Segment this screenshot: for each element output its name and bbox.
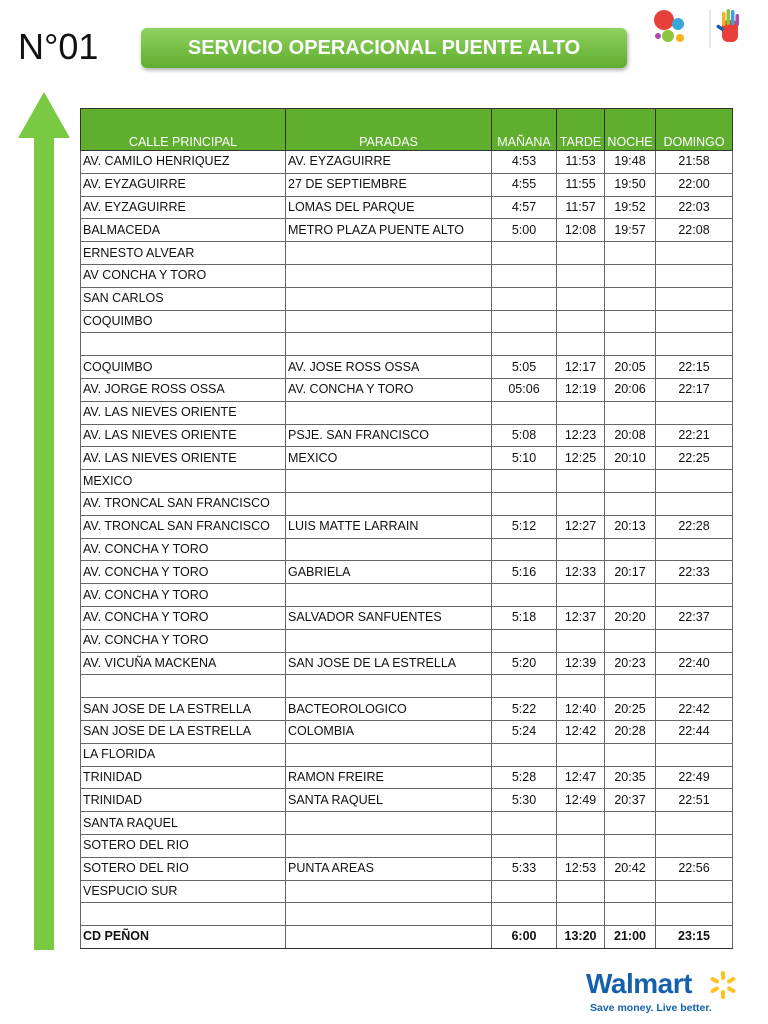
walmart-tagline: Save money. Live better.	[590, 1002, 712, 1014]
time-cell: 5:28	[492, 766, 557, 789]
time-cell: 20:17	[605, 561, 656, 584]
street-cell: AV. JORGE ROSS OSSA	[81, 378, 286, 401]
stop-cell	[286, 834, 492, 857]
table-row	[81, 720, 733, 743]
street-cell: MEXICO	[81, 470, 286, 493]
time-cell: 5:00	[492, 219, 557, 242]
time-cell: 5:22	[492, 698, 557, 721]
time-cell: 5:10	[492, 447, 557, 470]
time-cell: 12:08	[557, 219, 605, 242]
time-cell: 12:53	[557, 857, 605, 880]
street-cell	[81, 333, 286, 356]
table-row	[81, 652, 733, 675]
stop-cell: RAMON FREIRE	[286, 766, 492, 789]
time-cell: 5:18	[492, 606, 557, 629]
time-cell: 5:05	[492, 356, 557, 379]
column-header: MAÑANA	[492, 109, 557, 151]
table-row	[81, 196, 733, 219]
hand-logo-icon	[716, 9, 739, 42]
time-cell: 12:27	[557, 515, 605, 538]
time-cell	[656, 834, 733, 857]
street-cell: AV. LAS NIEVES ORIENTE	[81, 424, 286, 447]
time-cell	[557, 310, 605, 333]
time-cell	[605, 401, 656, 424]
time-cell	[605, 812, 656, 835]
column-header: DOMINGO	[656, 109, 733, 151]
time-cell	[605, 584, 656, 607]
stop-cell: METRO PLAZA PUENTE ALTO	[286, 219, 492, 242]
partner-logos	[650, 6, 750, 52]
street-cell: AV. VICUÑA MACKENA	[81, 652, 286, 675]
stop-cell	[286, 743, 492, 766]
table-row	[81, 903, 733, 926]
stop-cell	[286, 880, 492, 903]
time-cell	[557, 903, 605, 926]
street-cell: COQUIMBO	[81, 356, 286, 379]
stop-cell	[286, 538, 492, 561]
street-cell: LA FLORIDA	[81, 743, 286, 766]
table-header-row	[81, 109, 733, 151]
time-cell: 12:47	[557, 766, 605, 789]
street-cell: AV. CONCHA Y TORO	[81, 629, 286, 652]
table-row	[81, 606, 733, 629]
time-cell: 12:33	[557, 561, 605, 584]
time-cell: 20:42	[605, 857, 656, 880]
time-cell	[492, 492, 557, 515]
time-cell	[605, 880, 656, 903]
street-cell: AV. EYZAGUIRRE	[81, 196, 286, 219]
page-title	[141, 28, 627, 68]
table-row	[81, 629, 733, 652]
time-cell	[557, 880, 605, 903]
time-cell	[656, 492, 733, 515]
time-cell: 22:56	[656, 857, 733, 880]
time-cell: 4:55	[492, 173, 557, 196]
stop-cell: PSJE. SAN FRANCISCO	[286, 424, 492, 447]
street-cell: SAN CARLOS	[81, 287, 286, 310]
time-cell	[492, 470, 557, 493]
stop-cell: LOMAS DEL PARQUE	[286, 196, 492, 219]
time-cell: 12:40	[557, 698, 605, 721]
table-row	[81, 926, 733, 949]
stop-cell	[286, 333, 492, 356]
street-cell: AV CONCHA Y TORO	[81, 264, 286, 287]
table-row	[81, 264, 733, 287]
time-cell	[557, 287, 605, 310]
time-cell	[557, 333, 605, 356]
time-cell: 22:40	[656, 652, 733, 675]
street-cell: TRINIDAD	[81, 789, 286, 812]
time-cell: 11:55	[557, 173, 605, 196]
time-cell	[557, 538, 605, 561]
street-cell: VESPUCIO SUR	[81, 880, 286, 903]
column-header: CALLE PRINCIPAL	[81, 109, 286, 151]
table-row	[81, 561, 733, 584]
time-cell	[557, 492, 605, 515]
time-cell: 5:12	[492, 515, 557, 538]
time-cell	[605, 310, 656, 333]
partner-logo-icon	[650, 6, 750, 52]
time-cell	[557, 264, 605, 287]
table-row	[81, 515, 733, 538]
stop-cell: BACTEOROLOGICO	[286, 698, 492, 721]
time-cell: 5:30	[492, 789, 557, 812]
street-cell	[81, 903, 286, 926]
time-cell	[492, 880, 557, 903]
stop-cell: SAN JOSE DE LA ESTRELLA	[286, 652, 492, 675]
time-cell	[605, 903, 656, 926]
table-row	[81, 743, 733, 766]
table-row	[81, 378, 733, 401]
time-cell	[492, 287, 557, 310]
time-cell: 22:25	[656, 447, 733, 470]
street-cell: COQUIMBO	[81, 310, 286, 333]
time-cell: 4:57	[492, 196, 557, 219]
time-cell	[557, 812, 605, 835]
stop-cell	[286, 584, 492, 607]
time-cell: 11:53	[557, 151, 605, 174]
time-cell: 20:37	[605, 789, 656, 812]
table-row	[81, 310, 733, 333]
column-header: PARADAS	[286, 109, 492, 151]
time-cell: 22:28	[656, 515, 733, 538]
stop-cell	[286, 401, 492, 424]
time-cell	[605, 743, 656, 766]
stop-cell	[286, 903, 492, 926]
time-cell	[656, 743, 733, 766]
time-cell	[605, 470, 656, 493]
stop-cell: LUIS MATTE LARRAIN	[286, 515, 492, 538]
street-cell: SANTA RAQUEL	[81, 812, 286, 835]
time-cell	[492, 743, 557, 766]
time-cell	[492, 584, 557, 607]
column-header: TARDE	[557, 109, 605, 151]
street-cell: AV. LAS NIEVES ORIENTE	[81, 447, 286, 470]
stop-cell: PUNTA AREAS	[286, 857, 492, 880]
time-cell: 20:08	[605, 424, 656, 447]
table-row	[81, 492, 733, 515]
time-cell	[605, 287, 656, 310]
time-cell: 5:33	[492, 857, 557, 880]
time-cell: 4:53	[492, 151, 557, 174]
time-cell	[492, 834, 557, 857]
table-row	[81, 857, 733, 880]
time-cell: 21:58	[656, 151, 733, 174]
walmart-brand: Walmart	[586, 968, 692, 999]
time-cell	[656, 880, 733, 903]
table-row	[81, 356, 733, 379]
time-cell: 5:20	[492, 652, 557, 675]
street-cell: SAN JOSE DE LA ESTRELLA	[81, 720, 286, 743]
street-cell: SAN JOSE DE LA ESTRELLA	[81, 698, 286, 721]
table-row	[81, 287, 733, 310]
stop-cell	[286, 242, 492, 265]
time-cell	[656, 333, 733, 356]
time-cell: 22:37	[656, 606, 733, 629]
walmart-logo	[586, 968, 750, 1018]
time-cell	[492, 903, 557, 926]
time-cell: 12:19	[557, 378, 605, 401]
time-cell: 12:39	[557, 652, 605, 675]
time-cell: 5:08	[492, 424, 557, 447]
time-cell	[605, 333, 656, 356]
time-cell	[492, 538, 557, 561]
stop-cell: MEXICO	[286, 447, 492, 470]
schedule-table	[80, 108, 733, 949]
time-cell: 20:06	[605, 378, 656, 401]
time-cell: 19:48	[605, 151, 656, 174]
time-cell	[605, 629, 656, 652]
table-row	[81, 401, 733, 424]
time-cell	[656, 584, 733, 607]
stop-cell	[286, 812, 492, 835]
time-cell: 5:24	[492, 720, 557, 743]
column-header: NOCHE	[605, 109, 656, 151]
time-cell: 19:50	[605, 173, 656, 196]
time-cell: 20:13	[605, 515, 656, 538]
table-row	[81, 173, 733, 196]
time-cell	[605, 264, 656, 287]
time-cell	[492, 264, 557, 287]
time-cell: 22:15	[656, 356, 733, 379]
stop-cell	[286, 675, 492, 698]
street-cell: AV. CONCHA Y TORO	[81, 561, 286, 584]
time-cell: 12:42	[557, 720, 605, 743]
street-cell: CD PEÑON	[81, 926, 286, 949]
route-arrow-icon	[18, 92, 70, 950]
time-cell: 22:17	[656, 378, 733, 401]
time-cell: 21:00	[605, 926, 656, 949]
time-cell: 22:33	[656, 561, 733, 584]
time-cell	[605, 834, 656, 857]
table-row	[81, 698, 733, 721]
time-cell	[656, 401, 733, 424]
table-row	[81, 424, 733, 447]
street-cell: AV. CONCHA Y TORO	[81, 606, 286, 629]
time-cell: 6:00	[492, 926, 557, 949]
time-cell: 23:15	[656, 926, 733, 949]
time-cell: 20:25	[605, 698, 656, 721]
time-cell	[656, 812, 733, 835]
time-cell	[492, 812, 557, 835]
street-cell: AV. CONCHA Y TORO	[81, 538, 286, 561]
time-cell	[656, 264, 733, 287]
time-cell: 22:03	[656, 196, 733, 219]
walmart-spark-icon	[708, 970, 738, 1000]
time-cell: 12:49	[557, 789, 605, 812]
table-row	[81, 675, 733, 698]
stop-cell	[286, 492, 492, 515]
time-cell: 22:21	[656, 424, 733, 447]
stop-cell: AV. JOSE ROSS OSSA	[286, 356, 492, 379]
time-cell	[557, 470, 605, 493]
table-body	[81, 151, 733, 949]
stop-cell: 27 DE SEPTIEMBRE	[286, 173, 492, 196]
time-cell	[605, 538, 656, 561]
table-row	[81, 584, 733, 607]
table-row	[81, 880, 733, 903]
stop-cell: SANTA RAQUEL	[286, 789, 492, 812]
street-cell: BALMACEDA	[81, 219, 286, 242]
route-number: N°01	[18, 26, 99, 67]
stop-cell	[286, 287, 492, 310]
time-cell	[656, 310, 733, 333]
stop-cell	[286, 926, 492, 949]
time-cell: 20:35	[605, 766, 656, 789]
street-cell	[81, 675, 286, 698]
time-cell: 22:08	[656, 219, 733, 242]
time-cell	[492, 401, 557, 424]
time-cell: 11:57	[557, 196, 605, 219]
time-cell	[557, 834, 605, 857]
table-row	[81, 538, 733, 561]
time-cell	[492, 310, 557, 333]
time-cell: 22:44	[656, 720, 733, 743]
street-cell: ERNESTO ALVEAR	[81, 242, 286, 265]
page-title-text: SERVICIO OPERACIONAL PUENTE ALTO	[187, 36, 581, 59]
street-cell: AV. CONCHA Y TORO	[81, 584, 286, 607]
stop-cell	[286, 629, 492, 652]
time-cell	[557, 629, 605, 652]
table-row	[81, 242, 733, 265]
stop-cell: SALVADOR SANFUENTES	[286, 606, 492, 629]
time-cell	[605, 492, 656, 515]
time-cell	[492, 242, 557, 265]
table-row	[81, 812, 733, 835]
time-cell: 19:52	[605, 196, 656, 219]
street-cell: TRINIDAD	[81, 766, 286, 789]
time-cell: 13:20	[557, 926, 605, 949]
time-cell	[492, 629, 557, 652]
street-cell: AV. LAS NIEVES ORIENTE	[81, 401, 286, 424]
street-cell: AV. TRONCAL SAN FRANCISCO	[81, 492, 286, 515]
table-row	[81, 766, 733, 789]
stop-cell: AV. CONCHA Y TORO	[286, 378, 492, 401]
table-row	[81, 470, 733, 493]
time-cell	[656, 538, 733, 561]
time-cell	[557, 242, 605, 265]
time-cell	[492, 333, 557, 356]
time-cell: 12:23	[557, 424, 605, 447]
street-cell: SOTERO DEL RIO	[81, 857, 286, 880]
time-cell: 20:10	[605, 447, 656, 470]
time-cell	[656, 675, 733, 698]
time-cell: 20:23	[605, 652, 656, 675]
time-cell: 22:49	[656, 766, 733, 789]
time-cell: 20:28	[605, 720, 656, 743]
table-row	[81, 219, 733, 242]
time-cell: 12:25	[557, 447, 605, 470]
time-cell	[656, 629, 733, 652]
stop-cell	[286, 264, 492, 287]
time-cell: 22:42	[656, 698, 733, 721]
time-cell: 20:20	[605, 606, 656, 629]
time-cell: 22:00	[656, 173, 733, 196]
time-cell: 20:05	[605, 356, 656, 379]
stop-cell: GABRIELA	[286, 561, 492, 584]
table-row	[81, 447, 733, 470]
time-cell	[492, 675, 557, 698]
street-cell: SOTERO DEL RIO	[81, 834, 286, 857]
time-cell	[656, 287, 733, 310]
time-cell	[605, 675, 656, 698]
stop-cell: AV. EYZAGUIRRE	[286, 151, 492, 174]
time-cell	[557, 584, 605, 607]
stop-cell: COLOMBIA	[286, 720, 492, 743]
time-cell	[557, 743, 605, 766]
time-cell: 12:17	[557, 356, 605, 379]
stop-cell	[286, 310, 492, 333]
table-row	[81, 789, 733, 812]
time-cell: 22:51	[656, 789, 733, 812]
street-cell: AV. CAMILO HENRIQUEZ	[81, 151, 286, 174]
time-cell	[557, 675, 605, 698]
time-cell	[656, 242, 733, 265]
time-cell: 19:57	[605, 219, 656, 242]
table-row	[81, 333, 733, 356]
street-cell: AV. EYZAGUIRRE	[81, 173, 286, 196]
time-cell	[605, 242, 656, 265]
time-cell: 5:16	[492, 561, 557, 584]
table-row	[81, 151, 733, 174]
stop-cell	[286, 470, 492, 493]
time-cell: 05:06	[492, 378, 557, 401]
table-row	[81, 834, 733, 857]
time-cell: 12:37	[557, 606, 605, 629]
street-cell: AV. TRONCAL SAN FRANCISCO	[81, 515, 286, 538]
time-cell	[557, 401, 605, 424]
time-cell	[656, 903, 733, 926]
time-cell	[656, 470, 733, 493]
